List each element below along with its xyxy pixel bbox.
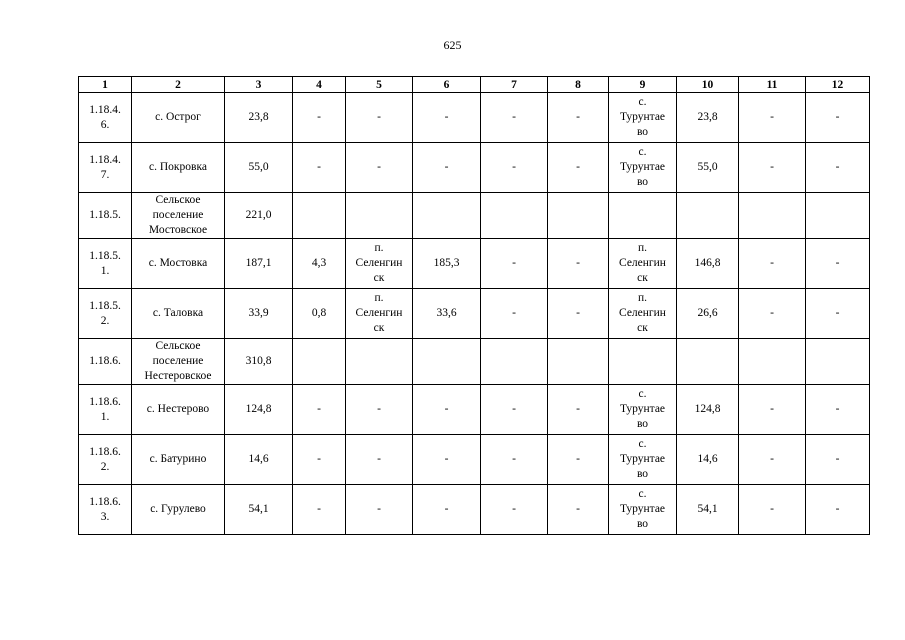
- table-cell: -: [806, 93, 870, 143]
- table-cell: 0,8: [293, 289, 346, 339]
- table-cell: -: [739, 485, 806, 535]
- table-row: [79, 485, 870, 535]
- table-cell: с. Острог: [132, 93, 225, 143]
- table-cell: -: [548, 239, 609, 289]
- table-cell: [806, 339, 870, 385]
- table-cell: 26,6: [677, 289, 739, 339]
- column-header: 12: [806, 77, 870, 93]
- table-cell: 23,8: [677, 93, 739, 143]
- column-header: 10: [677, 77, 739, 93]
- table-cell: -: [548, 289, 609, 339]
- table-cell: 33,6: [413, 289, 481, 339]
- column-header: 5: [346, 77, 413, 93]
- table-cell: -: [806, 485, 870, 535]
- table-cell: -: [739, 435, 806, 485]
- table-cell: 310,8: [225, 339, 293, 385]
- column-header: 11: [739, 77, 806, 93]
- table-cell: 33,9: [225, 289, 293, 339]
- table-cell: [677, 193, 739, 239]
- table-cell: [548, 193, 609, 239]
- table-cell: 1.18.5. 2.: [79, 289, 132, 339]
- table-cell: 221,0: [225, 193, 293, 239]
- table-row: [79, 93, 870, 143]
- table-cell: -: [346, 385, 413, 435]
- table-cell: [739, 339, 806, 385]
- table-cell: 185,3: [413, 239, 481, 289]
- table-row: [79, 289, 870, 339]
- table-cell: 1.18.6. 1.: [79, 385, 132, 435]
- table-cell: [346, 339, 413, 385]
- table-cell: -: [413, 93, 481, 143]
- table-cell: п. Селенгин ск: [609, 289, 677, 339]
- table-cell: [806, 193, 870, 239]
- page-number: 625: [443, 38, 462, 52]
- table-cell: -: [346, 485, 413, 535]
- table-cell: -: [413, 143, 481, 193]
- table-cell: -: [481, 485, 548, 535]
- table-row: [79, 193, 870, 239]
- column-header: 4: [293, 77, 346, 93]
- column-header: 2: [132, 77, 225, 93]
- table-cell: Сельское поселение Нестеровское: [132, 339, 225, 385]
- table-row: [79, 143, 870, 193]
- table-cell: с. Турунтае во: [609, 435, 677, 485]
- table-cell: с. Нестерово: [132, 385, 225, 435]
- table-cell: [293, 339, 346, 385]
- table-cell: 1.18.4. 6.: [79, 93, 132, 143]
- table-cell: -: [548, 435, 609, 485]
- table-cell: 14,6: [677, 435, 739, 485]
- table-cell: [481, 193, 548, 239]
- table-cell: -: [293, 485, 346, 535]
- table-cell: -: [739, 289, 806, 339]
- table-cell: 124,8: [677, 385, 739, 435]
- table-cell: 1.18.6. 3.: [79, 485, 132, 535]
- table-cell: [346, 193, 413, 239]
- table-cell: -: [293, 93, 346, 143]
- table-cell: Сельское поселение Мостовское: [132, 193, 225, 239]
- table-cell: -: [481, 385, 548, 435]
- column-header: 3: [225, 77, 293, 93]
- table-cell: -: [739, 239, 806, 289]
- table-cell: -: [481, 239, 548, 289]
- table-cell: с. Таловка: [132, 289, 225, 339]
- table-cell: с. Турунтае во: [609, 93, 677, 143]
- table-cell: -: [481, 435, 548, 485]
- table-cell: -: [806, 289, 870, 339]
- table-cell: [413, 193, 481, 239]
- table-cell: 54,1: [677, 485, 739, 535]
- table-cell: [677, 339, 739, 385]
- table-cell: -: [481, 143, 548, 193]
- table-cell: с. Турунтае во: [609, 485, 677, 535]
- table-cell: -: [548, 93, 609, 143]
- table-body: [79, 77, 870, 535]
- table-cell: -: [346, 93, 413, 143]
- table-cell: [548, 339, 609, 385]
- table-cell: п. Селенгин ск: [346, 239, 413, 289]
- table-cell: -: [806, 385, 870, 435]
- table-cell: с. Покровка: [132, 143, 225, 193]
- table-cell: с. Турунтае во: [609, 385, 677, 435]
- table-cell: 1.18.5. 1.: [79, 239, 132, 289]
- data-table: [78, 76, 870, 535]
- table-cell: 14,6: [225, 435, 293, 485]
- table-cell: -: [413, 385, 481, 435]
- table-cell: -: [739, 143, 806, 193]
- table-cell: с. Гурулево: [132, 485, 225, 535]
- table-cell: -: [293, 435, 346, 485]
- table-cell: -: [806, 435, 870, 485]
- header-row: [79, 77, 870, 93]
- table-cell: 55,0: [677, 143, 739, 193]
- table-cell: -: [293, 143, 346, 193]
- table-cell: 187,1: [225, 239, 293, 289]
- table-row: [79, 339, 870, 385]
- table-cell: 1.18.5.: [79, 193, 132, 239]
- table-cell: п. Селенгин ск: [346, 289, 413, 339]
- table-cell: [413, 339, 481, 385]
- table-row: [79, 239, 870, 289]
- table-cell: п. Селенгин ск: [609, 239, 677, 289]
- table-cell: -: [481, 93, 548, 143]
- table-cell: [609, 339, 677, 385]
- column-header: 1: [79, 77, 132, 93]
- table-cell: 54,1: [225, 485, 293, 535]
- table-cell: -: [548, 485, 609, 535]
- column-header: 8: [548, 77, 609, 93]
- table-cell: 1.18.4. 7.: [79, 143, 132, 193]
- table-cell: -: [346, 435, 413, 485]
- table-cell: с. Турунтае во: [609, 143, 677, 193]
- table-cell: [739, 193, 806, 239]
- table-cell: [481, 339, 548, 385]
- table-cell: -: [739, 93, 806, 143]
- table-cell: 1.18.6.: [79, 339, 132, 385]
- column-header: 9: [609, 77, 677, 93]
- table-cell: [609, 193, 677, 239]
- table-cell: с. Мостовка: [132, 239, 225, 289]
- table-cell: [293, 193, 346, 239]
- table-cell: -: [413, 485, 481, 535]
- table-cell: -: [548, 385, 609, 435]
- table-row: [79, 385, 870, 435]
- table-cell: с. Батурино: [132, 435, 225, 485]
- column-header: 6: [413, 77, 481, 93]
- column-header: 7: [481, 77, 548, 93]
- table-cell: 146,8: [677, 239, 739, 289]
- table-cell: -: [548, 143, 609, 193]
- table-cell: 23,8: [225, 93, 293, 143]
- table-cell: 55,0: [225, 143, 293, 193]
- table-cell: 124,8: [225, 385, 293, 435]
- table-row: [79, 435, 870, 485]
- table-cell: -: [293, 385, 346, 435]
- table-cell: -: [481, 289, 548, 339]
- table-cell: 4,3: [293, 239, 346, 289]
- table-cell: -: [346, 143, 413, 193]
- table-cell: -: [739, 385, 806, 435]
- table-cell: -: [806, 143, 870, 193]
- table-cell: -: [806, 239, 870, 289]
- table-cell: -: [413, 435, 481, 485]
- table-cell: 1.18.6. 2.: [79, 435, 132, 485]
